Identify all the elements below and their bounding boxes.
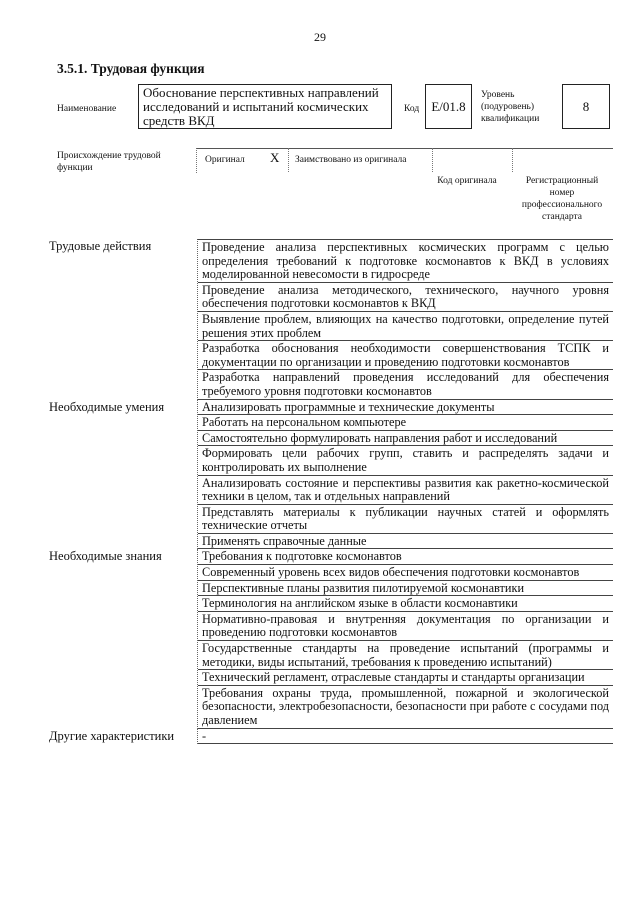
function-table	[49, 239, 613, 744]
section-title: 3.5.1. Трудовая функция	[57, 61, 205, 76]
original-label: Оригинал	[205, 155, 245, 165]
list-item: Работать на персональном компьютере	[198, 415, 613, 431]
list-item: Анализировать состояние и перспективы развития как ракетно-космической техники в целом, так и отдельных направлений	[198, 476, 613, 505]
level-value-box: 8	[562, 84, 610, 129]
list-item: Проведение анализа перспективных космических программ с целью определения требований к подготовке космонавтов к ВКД в условиях моделированной невесомости в гидросреде	[198, 240, 613, 283]
list-item: -	[198, 729, 613, 745]
list-item: Самостоятельно формулировать направления работ и исследований	[198, 431, 613, 447]
section-label: Необходимые знания	[49, 549, 162, 564]
list-item: Выявление проблем, влияющих на качество подготовки, определение путей решения этих проблем	[198, 312, 613, 341]
section-label: Другие характеристики	[49, 728, 175, 743]
name-label: Наименование	[57, 104, 117, 114]
list-item: Представлять материалы к публикации научных статей и оформлять технические отчеты	[198, 505, 613, 534]
origin-separator	[432, 148, 433, 172]
page-number: 29	[314, 30, 326, 44]
function-name-box: Обоснование перспективных направлений исследований и испытаний космических средств ВКД	[138, 84, 392, 129]
code-original-label: Код оригинала	[437, 176, 497, 186]
list-item: Государственные стандарты на проведение испытаний (программы и методики, виды испытаний, требования к проведению испытаний)	[198, 641, 613, 670]
list-item: Нормативно-правовая и внутренняя документация по организации и проведению подготовки космонавтов	[198, 612, 613, 641]
section-other	[49, 729, 613, 745]
list-item: Современный уровень всех видов обеспечения подготовки космонавтов	[198, 565, 613, 581]
list-item: Анализировать программные и технические документы	[198, 400, 613, 416]
list-item: Формировать цели рабочих групп, ставить и распределять задачи и контролировать их выполнение	[198, 446, 613, 475]
list-item: Терминология на английском языке в области космонавтики	[198, 596, 613, 612]
function-code-box: E/01.8	[425, 84, 472, 129]
original-mark: X	[270, 150, 280, 165]
list-item: Требования к подготовке космонавтов	[198, 549, 613, 565]
list-item: Применять справочные данные	[198, 534, 613, 550]
section-label: Необходимые умения	[49, 399, 165, 414]
code-label: Код	[404, 104, 420, 114]
section-work-actions	[49, 239, 613, 400]
list-item: Технический регламент, отраслевые стандарты и стандарты организации	[198, 670, 613, 686]
origin-separator	[288, 148, 289, 172]
reg-number-label: Регистрационный номер профессионального стандарта	[521, 176, 603, 222]
level-label: Уровень (подуровень) квалификации	[481, 90, 540, 124]
origin-label: Происхождение трудовой функции	[57, 151, 161, 173]
borrowed-label: Заимствовано из оригинала	[295, 155, 407, 165]
section-knowledge	[49, 549, 613, 728]
list-item: Требования охраны труда, промышленной, пожарной и экологической безопасности, электробезопасности, безопасности при работе с сосудами под давлением	[198, 686, 613, 729]
list-item: Разработка направлений проведения исследований для обеспечения требуемого уровня подготовки космонавтов	[198, 370, 613, 399]
list-item: Перспективные планы развития пилотируемой космонавтики	[198, 581, 613, 597]
section-skills	[49, 400, 613, 550]
list-item: Проведение анализа методического, технического, научного уровня обеспечения подготовки космонавтов к ВКД	[198, 283, 613, 312]
origin-separator	[512, 148, 513, 172]
section-label: Трудовые действия	[49, 239, 152, 253]
list-item: Разработка обоснования необходимости совершенствования ТСПК и документации по организации и проведению подготовки космонавтов	[198, 341, 613, 370]
